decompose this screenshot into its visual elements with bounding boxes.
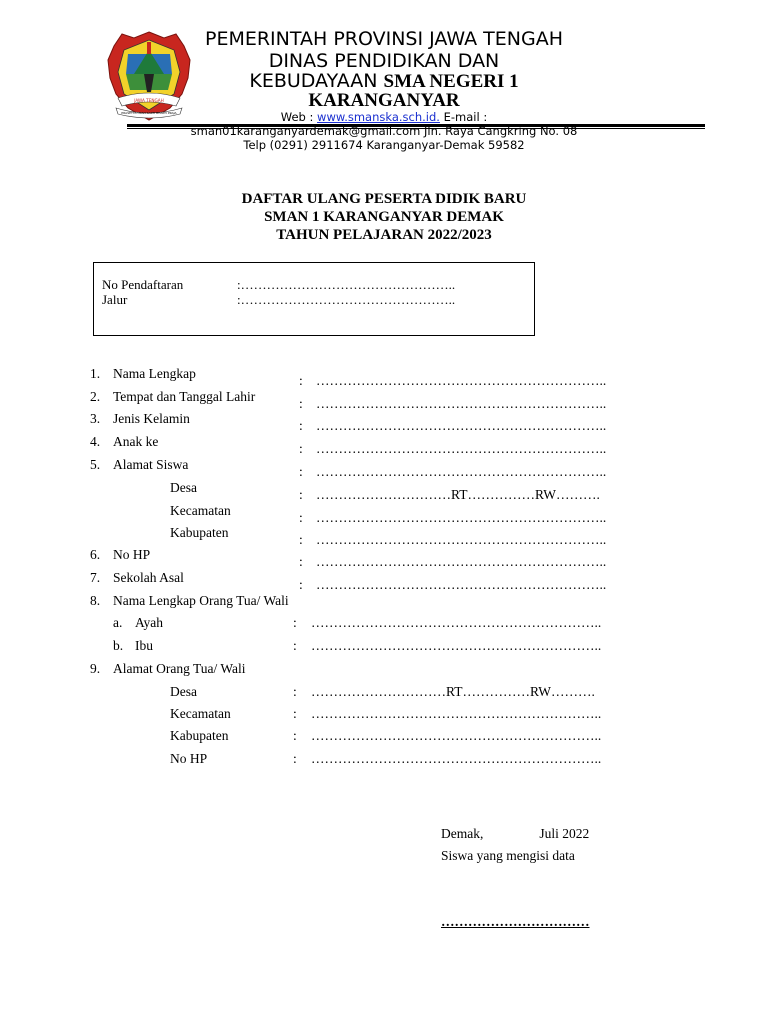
item-colon: : xyxy=(299,418,303,433)
parent-address-colon: : xyxy=(293,751,297,766)
item-colon: : xyxy=(299,396,303,411)
parent-address-input-field[interactable]: …………………………RT……………RW………. xyxy=(311,684,595,699)
item-number: 3. xyxy=(90,411,101,426)
item-label: Anak ke xyxy=(113,434,159,449)
item-label: Jenis Kelamin xyxy=(113,411,190,426)
parent-address-colon: : xyxy=(293,706,297,721)
item-colon: : xyxy=(299,487,303,502)
registration-box xyxy=(93,262,535,336)
item-label: Tempat dan Tanggal Lahir xyxy=(113,389,256,404)
item-colon: : xyxy=(299,510,303,525)
registration-number-label: No Pendaftaran xyxy=(102,277,184,292)
web-label: Web : xyxy=(280,110,318,124)
parent-address-heading: Alamat Orang Tua/ Wali xyxy=(113,661,246,676)
parent-address-input-field[interactable]: ……………………………………………………….. xyxy=(311,728,602,743)
item-label: Alamat Siswa xyxy=(113,457,189,472)
item-colon: : xyxy=(299,554,303,569)
signature-place: Demak, xyxy=(441,826,484,841)
item-input-field[interactable]: ……………………………………………………….. xyxy=(316,577,607,592)
item-input-field[interactable]: …………………………RT……………RW………. xyxy=(316,487,600,502)
item-label: Sekolah Asal xyxy=(113,570,184,585)
logo-motto: PRASETYA ULAH SAKTI BHAKTI PRAJA xyxy=(121,111,177,115)
email-label: E-mail : xyxy=(439,110,488,124)
doc-title-3: TAHUN PELAJARAN 2022/2023 xyxy=(276,227,492,243)
web-link[interactable]: www.smanska.sch.id. xyxy=(317,110,440,124)
item-colon: : xyxy=(299,373,303,388)
item-number: 2. xyxy=(90,389,101,404)
parent-address-label: No HP xyxy=(170,751,208,766)
header-line-3a: KEBUDAYAAN xyxy=(249,70,384,92)
doc-title-2: SMAN 1 KARANGANYAR DEMAK xyxy=(264,209,504,225)
item-input-field[interactable]: ……………………………………………………….. xyxy=(316,532,607,547)
registration-path-row[interactable] xyxy=(102,292,455,307)
doc-title-1: DAFTAR ULANG PESERTA DIDIK BARU xyxy=(241,191,527,207)
item-input-field[interactable]: ……………………………………………………….. xyxy=(316,441,607,456)
parent-address-label: Kabupaten xyxy=(170,728,229,743)
parent-input-field[interactable]: ……………………………………………………….. xyxy=(311,615,602,630)
item-label: Kabupaten xyxy=(170,525,229,540)
registration-path-field[interactable]: :………………………………………….. xyxy=(237,292,456,307)
parent-address-label: Desa xyxy=(170,684,197,699)
item-input-field[interactable]: ……………………………………………………….. xyxy=(316,554,607,569)
header-web xyxy=(140,110,628,124)
parent-address-input-field[interactable]: ……………………………………………………….. xyxy=(311,706,602,721)
logo-text-jawa-tengah: JAWA TENGAH xyxy=(134,98,164,103)
header-line-1: PEMERINTAH PROVINSI JAWA TENGAH xyxy=(205,28,563,50)
registration-number-field[interactable]: :………………………………………….. xyxy=(237,277,456,292)
parent-address-label: Kecamatan xyxy=(170,706,231,721)
parent-address-number: 9. xyxy=(90,661,101,676)
parent-address-colon: : xyxy=(293,684,297,699)
parent-input-field[interactable]: ……………………………………………………….. xyxy=(311,638,602,653)
item-colon: : xyxy=(299,577,303,592)
parent-label: Ayah xyxy=(135,615,164,630)
header-line-2: DINAS PENDIDIKAN DAN xyxy=(268,50,500,72)
item-number: 6. xyxy=(90,547,101,562)
signature-date xyxy=(441,826,589,842)
parent-label: Ibu xyxy=(135,638,153,653)
item-number: 7. xyxy=(90,570,101,585)
header-email: sman01karanganyardemak@gmail.com Jln. Raya Cangkring No. 08 xyxy=(190,124,578,138)
item-label: Desa xyxy=(170,480,197,495)
signature-month: Juli 2022 xyxy=(539,826,590,841)
item-input-field[interactable]: ……………………………………………………….. xyxy=(316,510,607,525)
parent-address-input-field[interactable]: ……………………………………………………….. xyxy=(311,751,602,766)
parent-colon: : xyxy=(293,615,297,630)
item-label: No HP xyxy=(113,547,151,562)
item-input-field[interactable]: ……………………………………………………….. xyxy=(316,464,607,479)
parent-heading-number: 8. xyxy=(90,593,101,608)
header-line-4: KARANGANYAR xyxy=(308,90,460,111)
item-label: Nama Lengkap xyxy=(113,366,196,381)
signature-line[interactable]: …………………………… xyxy=(441,914,590,929)
item-number: 1. xyxy=(90,366,101,381)
item-input-field[interactable]: ……………………………………………………….. xyxy=(316,373,607,388)
item-number: 4. xyxy=(90,434,101,449)
item-input-field[interactable]: ……………………………………………………….. xyxy=(316,396,607,411)
parent-colon: : xyxy=(293,638,297,653)
item-number: 5. xyxy=(90,457,101,472)
registration-number-row[interactable] xyxy=(102,277,455,292)
parent-address-colon: : xyxy=(293,728,297,743)
parent-heading: Nama Lengkap Orang Tua/ Wali xyxy=(113,593,289,608)
parent-number: a. xyxy=(113,615,123,630)
item-colon: : xyxy=(299,441,303,456)
header-line-3b: SMA NEGERI 1 xyxy=(383,71,519,92)
item-input-field[interactable]: ……………………………………………………….. xyxy=(316,418,607,433)
item-colon: : xyxy=(299,532,303,547)
item-colon: : xyxy=(299,464,303,479)
registration-path-label: Jalur xyxy=(102,292,128,307)
parent-number: b. xyxy=(113,638,124,653)
signature-caption: Siswa yang mengisi data xyxy=(441,848,575,863)
header-telp: Telp (0291) 2911674 Karanganyar-Demak 59582 xyxy=(243,138,525,152)
item-label: Kecamatan xyxy=(170,503,231,518)
